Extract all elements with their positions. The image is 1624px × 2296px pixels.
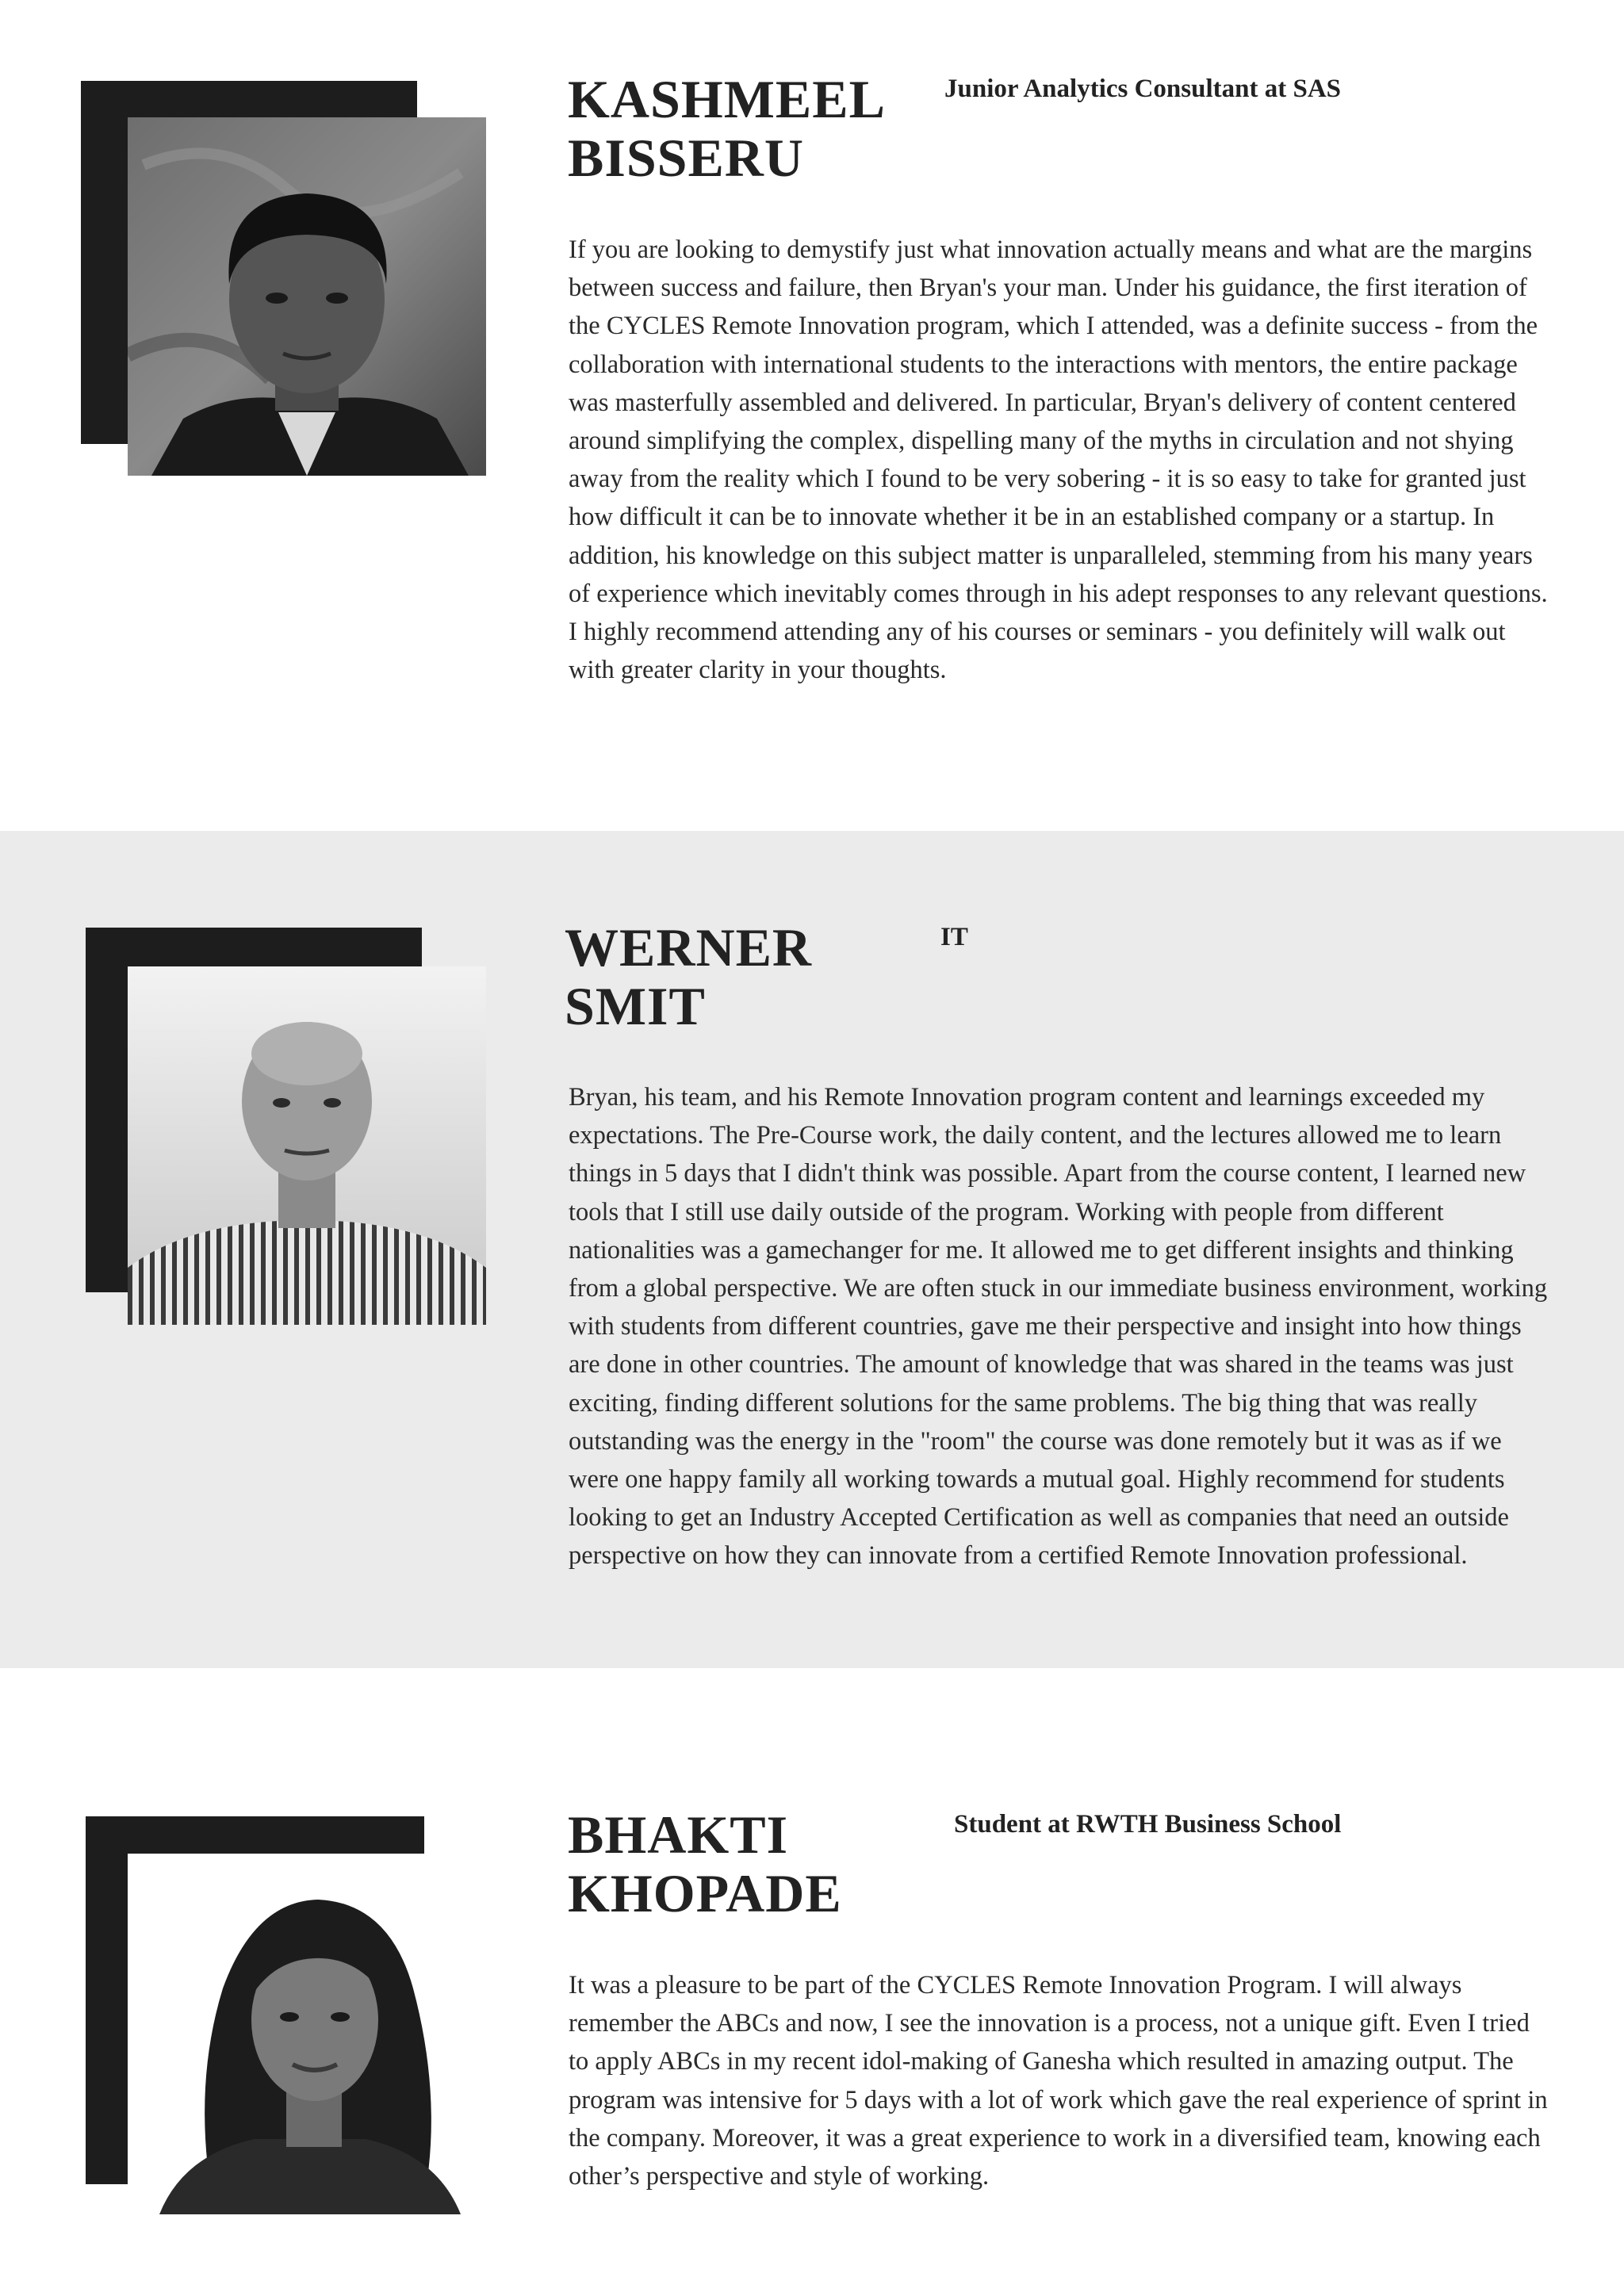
last-name: KHOPADE bbox=[568, 1863, 842, 1923]
testimonial-text: Bryan, his team, and his Remote Innovation program content and learnings exceeded my expectations. The Pre-Course work, the daily content, and the lectures allowed me to learn things in 5 days that I didn't think was possible. Apart from the course content, I learned new tools that I still use daily outside of the program. Working with people from different nationalities was a gamechanger for me. It allowed me to get different insights and thinking from a global perspective. We are often stuck in our immediate business environment, working with students from different countries, gave me their perspective and insight into how things are done in other countries. The amount of knowledge that was shared in the teams was just exciting, finding different solutions for the same problems. The big thing that was really outstanding was the energy in the "room" the course was done remotely but it was as if we were one happy family all working towards a mutual goal. Highly recommend for students looking to get an Industry Accepted Certification as well as companies that need an outside perspective on how they can innovate from a certified Remote Innovation professional. bbox=[569, 1083, 1548, 1571]
testimonial-role: Junior Analytics Consultant at SAS bbox=[944, 75, 1342, 103]
testimonial-name bbox=[568, 70, 886, 187]
portrait-photo-kashmeel bbox=[128, 117, 486, 476]
testimonial-text: If you are looking to demystify just what innovation actually means and what are the margins between success and failure, then Bryan's your man. Under his guidance, the first iteration of the CYCLES Remote Innovation program, which I attended, was a definite success - from the collaboration with international students to the interactions with mentors, the entire package was masterfully assembled and delivered. In particular, Bryan's delivery of content centered around simplifying the complex, dispelling many of the myths in circulation and not shying away from the reality which I found to be very sobering - it is so easy to take for granted just how difficult it can be to innovate whether it be in an established company or a startup. In addition, his knowledge on this subject matter is unparalleled, stemming from his many years of experience which inevitably comes through in his adept responses to any relevant questions. I highly recommend attending any of his courses or seminars - you definitely will walk out with greater clarity in your thoughts. bbox=[569, 235, 1548, 685]
testimonial-role: Student at RWTH Business School bbox=[954, 1810, 1342, 1839]
portrait-photo-werner bbox=[128, 966, 486, 1325]
testimonial-text: It was a pleasure to be part of the CYCLES Remote Innovation Program. I will always remember the ABCs and now, I see the innovation is a process, not a unique gift. Even I tried to apply ABCs in my recent idol-making of Ganesha which resulted in amazing output. The program was intensive for 5 days with a lot of work which gave the real experience of sprint in the company. Moreover, it was a great experience to work in a diversified team, knowing each other’s perspective and style of working. bbox=[569, 1971, 1548, 2191]
testimonial-name bbox=[565, 918, 812, 1035]
portrait-photo-bhakti bbox=[128, 1854, 486, 2214]
testimonial-name bbox=[568, 1805, 842, 1923]
last-name: BISSERU bbox=[568, 128, 805, 188]
first-name: BHAKTI bbox=[568, 1804, 789, 1865]
first-name: WERNER bbox=[565, 917, 813, 978]
first-name: KASHMEEL bbox=[568, 69, 886, 129]
last-name: SMIT bbox=[565, 976, 706, 1036]
testimonial-role: IT bbox=[940, 923, 968, 951]
